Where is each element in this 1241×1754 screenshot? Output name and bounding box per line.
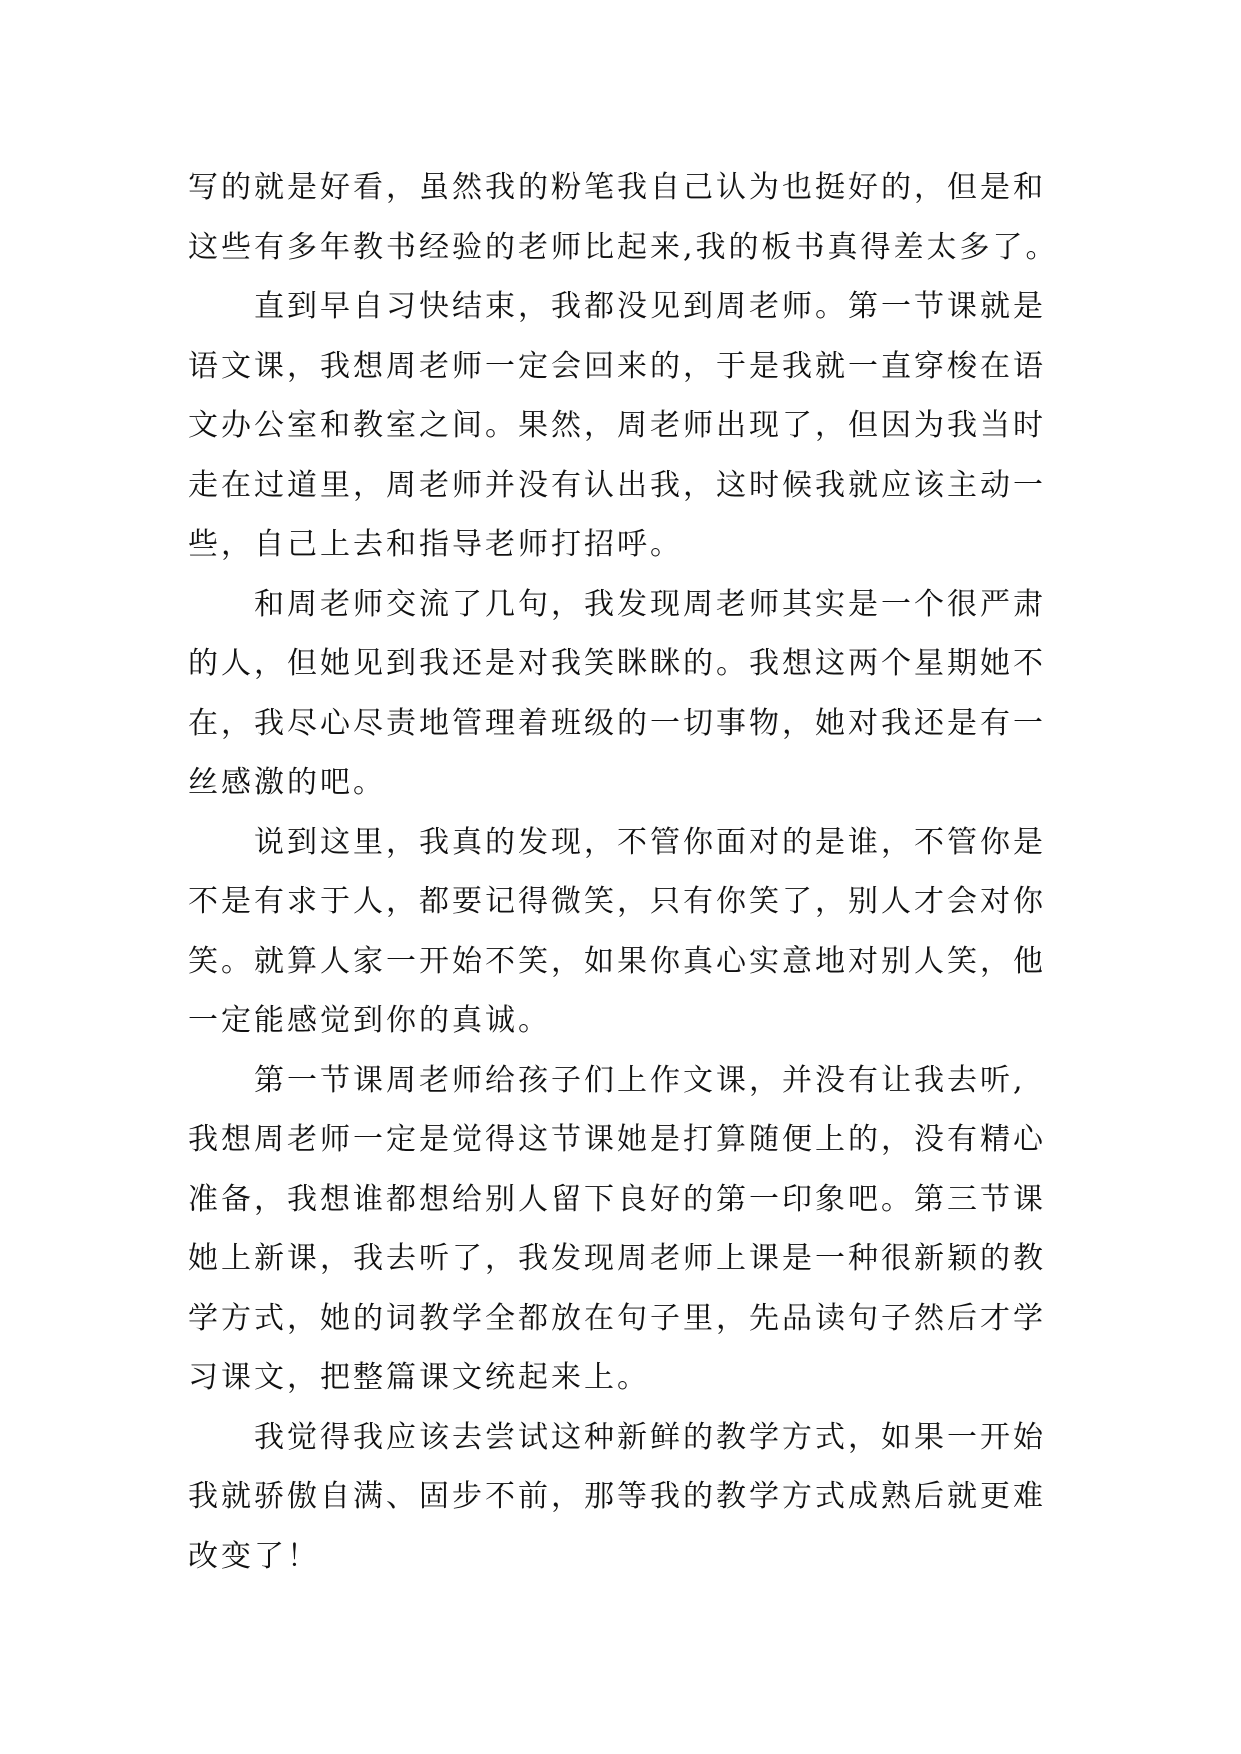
- text-line: 丝感激的吧。: [188, 765, 386, 800]
- text-line: 文办公室和教室之间。果然，周老师出现了，但因为我当时: [188, 408, 1046, 443]
- text-line: 写的就是好看，虽然我的粉笔我自己认为也挺好的，但是和: [188, 170, 1046, 205]
- text-line: 一定能感觉到你的真诚。: [188, 1003, 551, 1038]
- text-line: 学方式，她的词教学全都放在句子里，先品读句子然后才学: [188, 1300, 1046, 1336]
- paragraph-first-line: 说到这里，我真的发现，不管你面对的是谁，不管你是: [254, 824, 1046, 860]
- text-line: 准备，我想谁都想给别人留下良好的第一印象吧。第三节课: [188, 1181, 1046, 1217]
- text-line: 我想周老师一定是觉得这节课她是打算随便上的，没有精心: [188, 1122, 1046, 1157]
- paragraph-first-line: 和周老师交流了几句，我发现周老师其实是一个很严肃: [254, 586, 1046, 622]
- text-line: 的人，但她见到我还是对我笑眯眯的。我想这两个星期她不: [188, 646, 1046, 681]
- text-line: 在，我尽心尽责地管理着班级的一切事物，她对我还是有一: [188, 705, 1046, 741]
- text-line: 这些有多年教书经验的老师比起来,我的板书真得差太多了。: [188, 229, 1059, 265]
- text-line: 不是有求于人，都要记得微笑，只有你笑了，别人才会对你: [188, 884, 1046, 919]
- paragraph-first-line: 我觉得我应该去尝试这种新鲜的教学方式，如果一开始: [254, 1419, 1046, 1455]
- paragraph-first-line: 第一节课周老师给孩子们上作文课，并没有让我去听,: [254, 1062, 1026, 1098]
- paragraph-first-line: 直到早自习快结束，我都没见到周老师。第一节课就是: [254, 289, 1046, 324]
- text-line: 习课文，把整篇课文统起来上。: [188, 1360, 650, 1395]
- text-line: 语文课，我想周老师一定会回来的，于是我就一直穿梭在语: [188, 348, 1046, 384]
- text-line: 我就骄傲自满、固步不前，那等我的教学方式成熟后就更难: [188, 1479, 1046, 1514]
- text-line: 走在过道里，周老师并没有认出我，这时候我就应该主动一: [188, 467, 1046, 503]
- text-line: 改变了！: [188, 1538, 320, 1574]
- text-line: 她上新课，我去听了，我发现周老师上课是一种很新颖的教: [188, 1241, 1046, 1276]
- text-line: 笑。就算人家一开始不笑，如果你真心实意地对别人笑，他: [188, 943, 1046, 979]
- text-line: 些，自己上去和指导老师打招呼。: [188, 527, 683, 562]
- body-text: [188, 158, 1088, 1586]
